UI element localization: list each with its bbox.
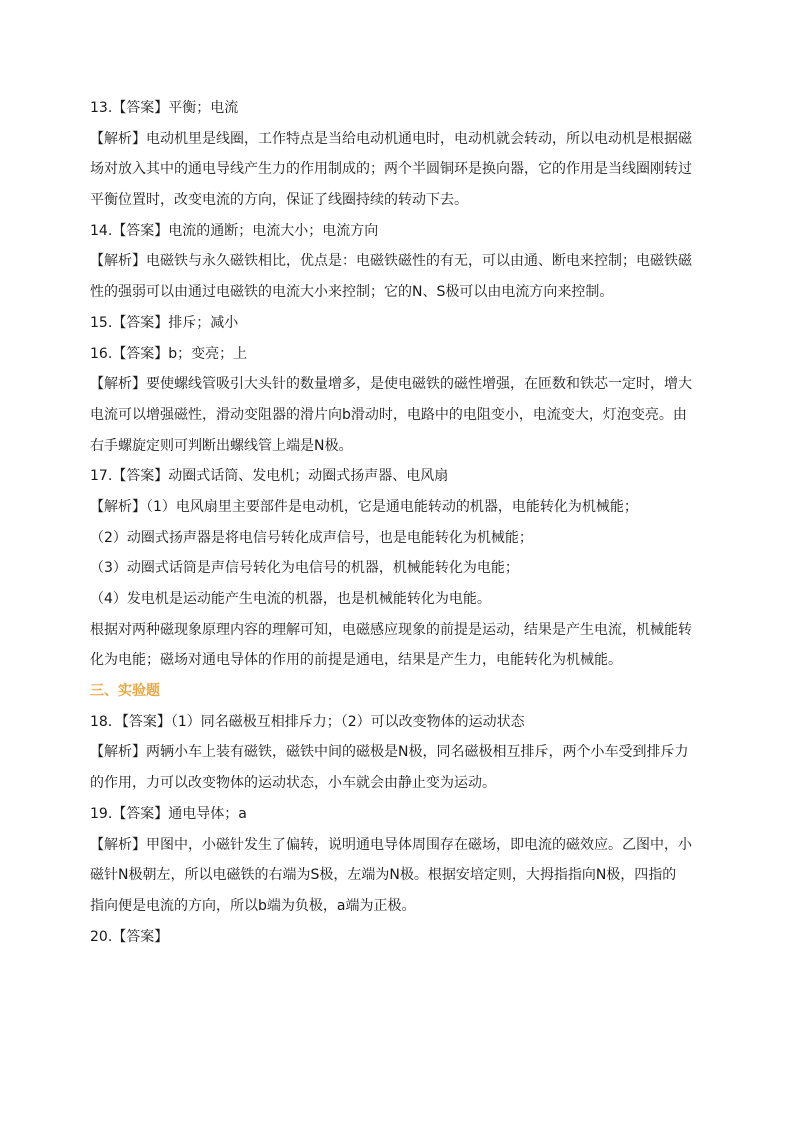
text-line: 15.【答案】排斥；减小 xyxy=(90,314,239,331)
text-line: 平衡位置时，改变电流的方向，保证了线圈持续的转动下去。 xyxy=(90,192,468,209)
text-line: 【解析】甲图中，小磁针发生了偏转，说明通电导体周围存在磁场，即电流的磁效应。乙图中，小 xyxy=(90,836,692,853)
text-line: 场对放入其中的通电导线产生力的作用制成的；两个半圆铜环是换向器，它的作用是当线圈刚转过 xyxy=(90,161,692,178)
text-line: 14.【答案】电流的通断；电流大小；电流方向 xyxy=(90,222,379,239)
document-page xyxy=(90,93,706,952)
text-line: 20.【答案】 xyxy=(90,928,169,945)
text-line: （4）发电机是运动能产生电流的机器，也是机械能转化为电能。 xyxy=(90,591,491,607)
text-line: 性的强弱可以由通过电磁铁的电流大小来控制；它的N、S极可以由电流方向来控制。 xyxy=(90,284,614,301)
text-line: 指向便是电流的方向，所以b端为负极，a端为正极。 xyxy=(90,897,416,914)
text-line: 【解析】（1）电风扇里主要部件是电动机，它是通电能转动的机器，电能转化为机械能； xyxy=(90,498,638,515)
text-line: 18．【答案】（1）同名磁极互相排斥力；（2）可以改变物体的运动状态 xyxy=(90,713,525,730)
text-line: （3）动圈式话筒是声信号转化为电信号的机器，机械能转化为电能； xyxy=(90,560,519,577)
text-line: 磁针N极朝左，所以电磁铁的右端为S极，左端为N极。根据安培定则，大拇指指向N极，四指的 xyxy=(90,867,677,884)
text-line: 【解析】要使螺线管吸引大头针的数量增多，是使电磁铁的磁性增强，在匝数和铁芯一定时，增大 xyxy=(90,376,692,393)
text-line: 的作用，力可以改变物体的运动状态，小车就会由静止变为运动。 xyxy=(90,775,496,792)
text-line: 19.【答案】通电导体；a xyxy=(90,805,247,822)
text-line: 13.【答案】平衡；电流 xyxy=(90,100,239,116)
text-line: 【解析】电磁铁与永久磁铁相比，优点是：电磁铁磁性的有无，可以由通、断电来控制；电磁铁磁 xyxy=(90,253,692,270)
text-line: （2）动圈式扬声器是将电信号转化成声信号，也是电能转化为机械能； xyxy=(90,529,533,546)
text-line: 电流可以增强磁性，滑动变阻器的滑片向b滑动时，电路中的电阻变小，电流变大，灯泡变亮。由 xyxy=(90,406,687,423)
text-line: 16.【答案】b；变亮；上 xyxy=(90,345,248,362)
text-line: 右手螺旋定则可判断出螺线管上端是N极。 xyxy=(90,437,353,454)
text-line: 【解析】电动机里是线圈，工作特点是当给电动机通电时，电动机就会转动，所以电动机是根据磁 xyxy=(90,130,692,147)
section-heading: 三、实验题 xyxy=(90,683,160,700)
text-line: 17.【答案】动圈式话筒、发电机；动圈式扬声器、电风扇 xyxy=(90,468,449,485)
text-line: 化为电能；磁场对通电导体的作用的前提是通电，结果是产生力，电能转化为机械能。 xyxy=(90,652,622,669)
text-line: 【解析】两辆小车上装有磁铁，磁铁中间的磁极是N极，同名磁极相互排斥，两个小车受到排斥力 xyxy=(90,744,689,761)
text-line: 根据对两种磁现象原理内容的理解可知，电磁感应现象的前提是运动，结果是产生电流，机械能转 xyxy=(90,621,692,638)
